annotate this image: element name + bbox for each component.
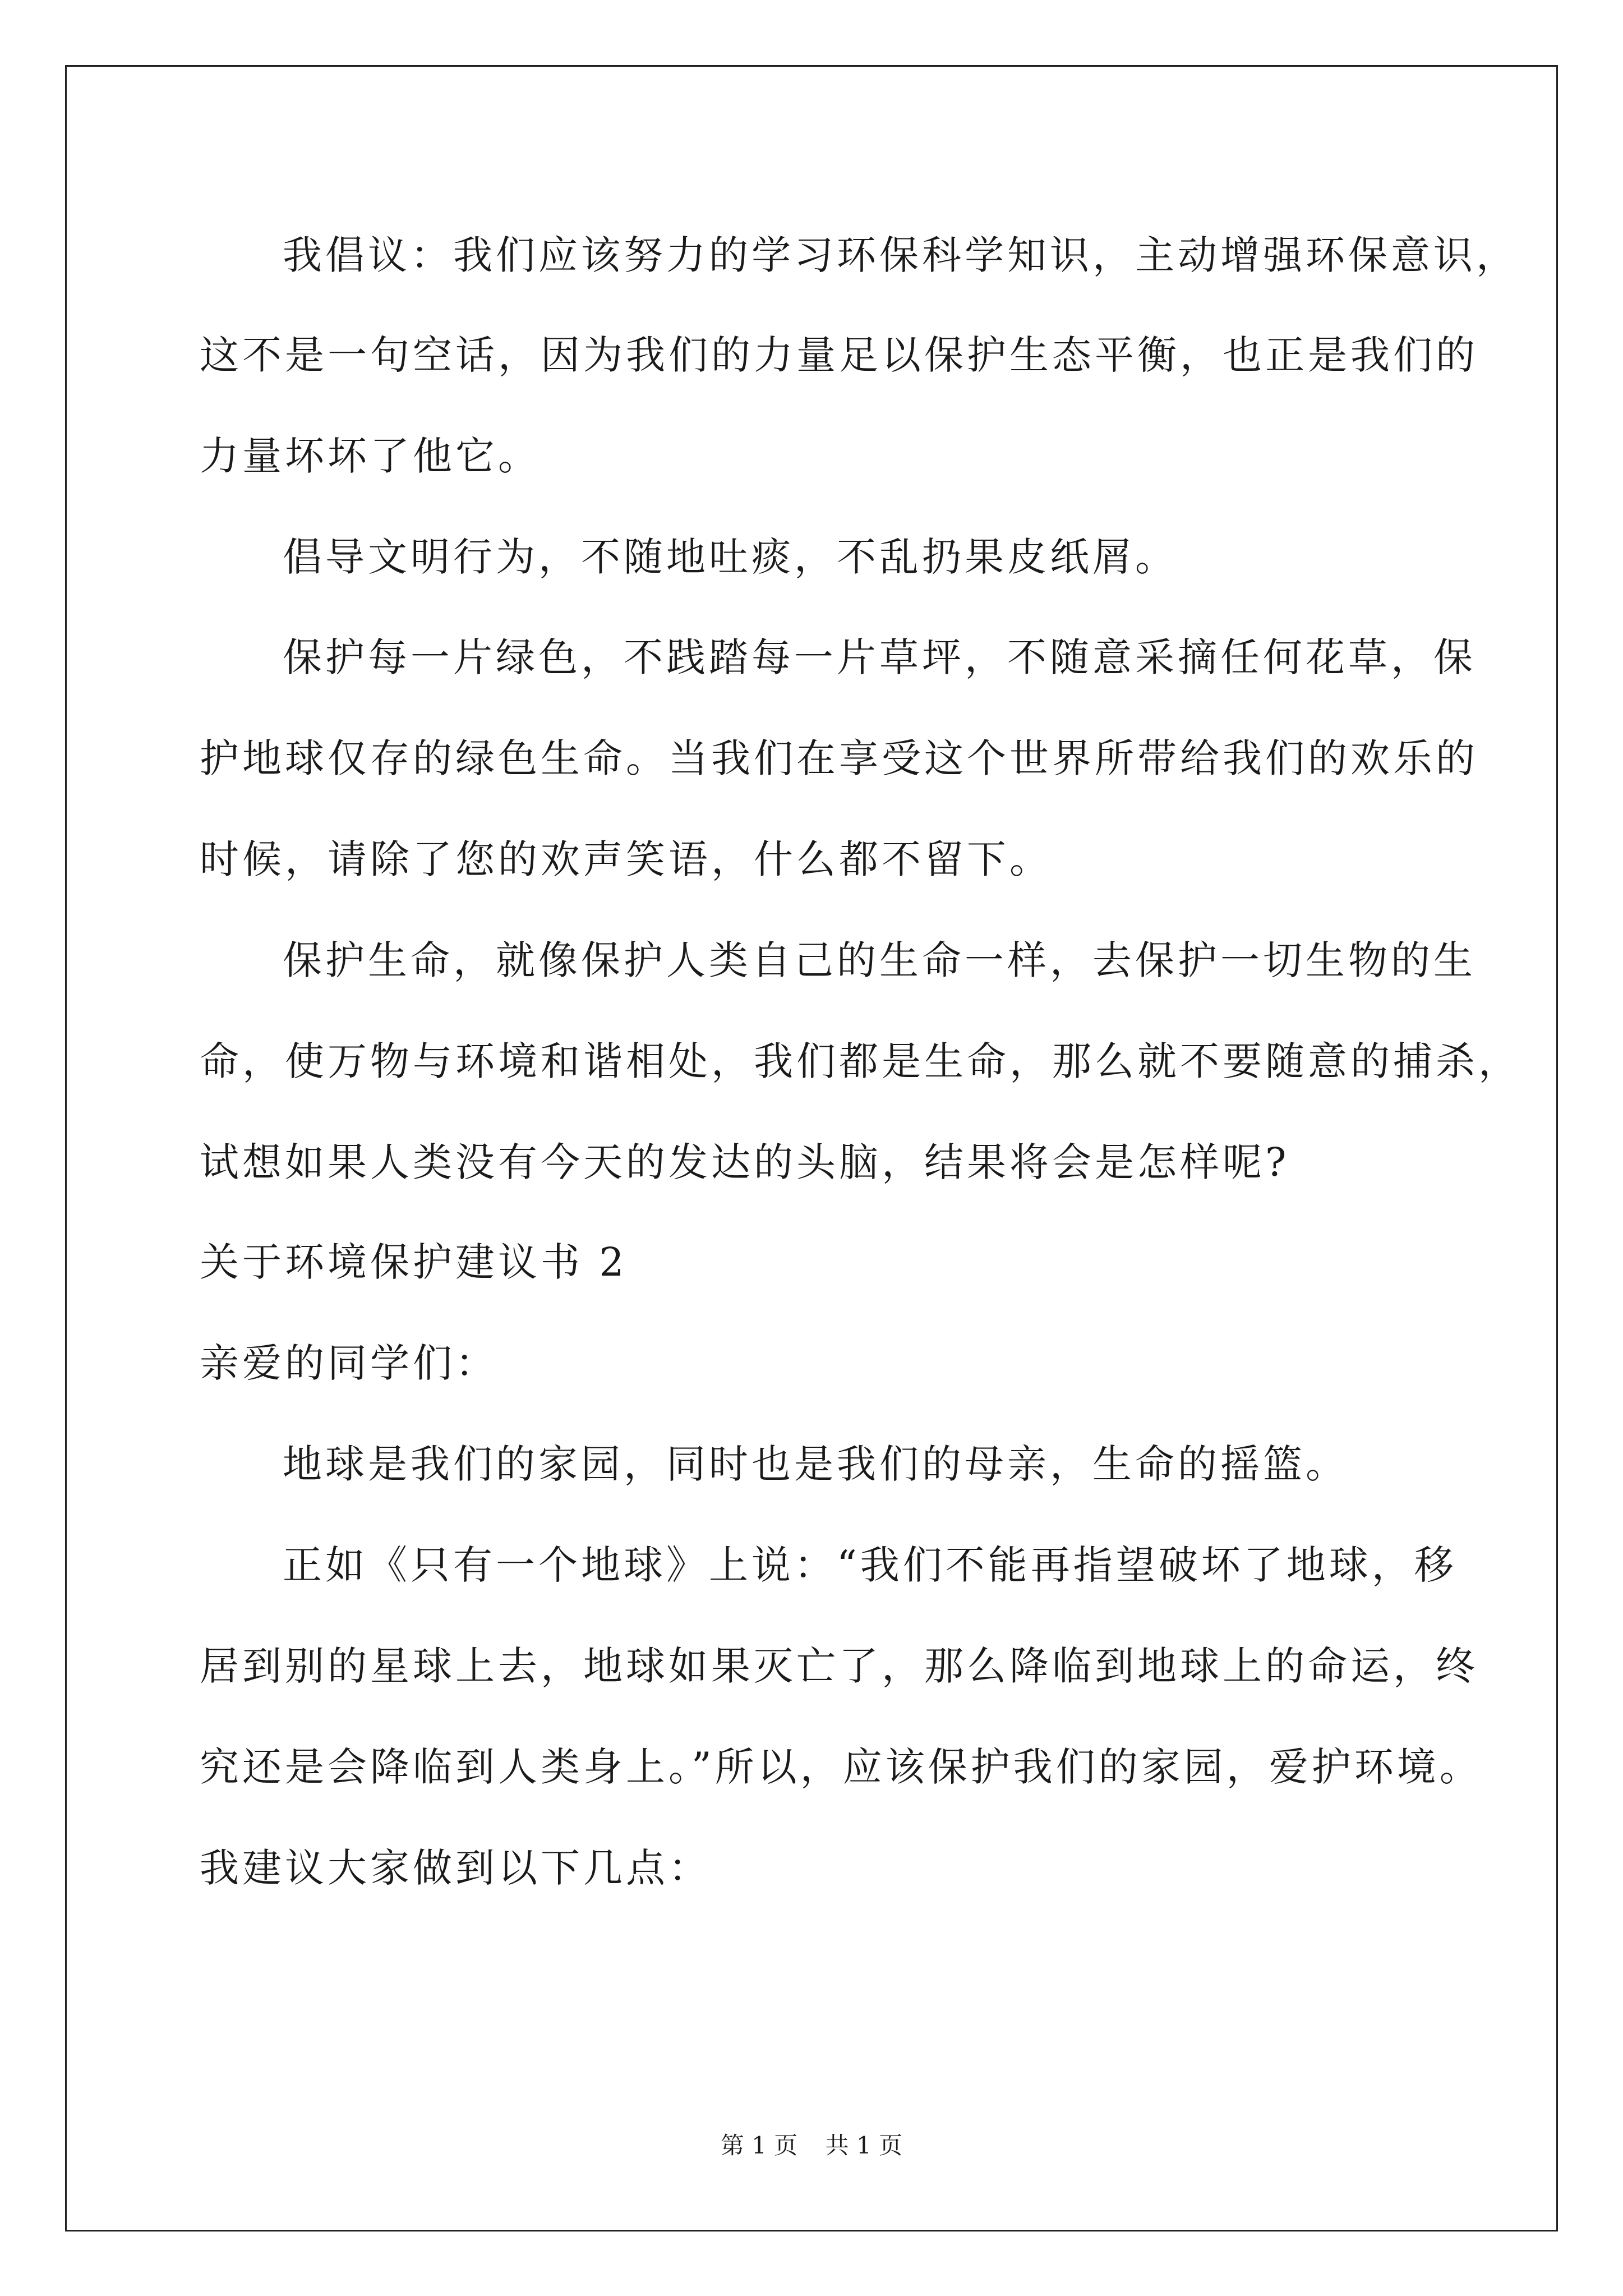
page-number: 第 1 页	[720, 2132, 798, 2159]
paragraph-line: 时候，请除了您的欢声笑语，什么都不留下。	[200, 836, 1052, 882]
paragraph-line: 究还是会降临到人类身上。”所以，应该保护我们的家园，爱护环境。	[200, 1744, 1482, 1790]
paragraph-line: 保护每一片绿色，不践踏每一片草坪，不随意采摘任何花草，保	[283, 634, 1476, 680]
paragraph-line: 试想如果人类没有今天的发达的头脑，结果将会是怎样呢?	[200, 1139, 1290, 1185]
salutation: 亲爱的同学们：	[200, 1340, 498, 1386]
section-heading: 关于环境保护建议书 2	[200, 1239, 628, 1285]
paragraph-line: 居到别的星球上去，地球如果灭亡了，那么降临到地球上的命运，终	[200, 1643, 1478, 1689]
page-footer	[0, 2129, 1623, 2162]
paragraph-line: 命，使万物与环境和谐相处，我们都是生命，那么就不要随意的捕杀，	[200, 1038, 1521, 1084]
paragraph-line: 我倡议：我们应该努力的学习环保科学知识，主动增强环保意识，	[283, 232, 1519, 278]
paragraph-line: 这不是一句空话，因为我们的力量足以保护生态平衡，也正是我们的	[200, 332, 1478, 378]
paragraph-line: 护地球仅存的绿色生命。当我们在享受这个世界所带给我们的欢乐的	[200, 735, 1478, 781]
paragraph-line: 保护生命，就像保护人类自己的生命一样，去保护一切生物的生	[283, 937, 1476, 983]
document-body	[200, 174, 1521, 2081]
paragraph-line: 力量坏坏了他它。	[200, 433, 541, 479]
page-total: 共 1 页	[825, 2132, 903, 2159]
paragraph-line: 我建议大家做到以下几点：	[200, 1845, 711, 1891]
paragraph-line: 地球是我们的家园，同时也是我们的母亲，生命的摇篮。	[283, 1441, 1348, 1487]
paragraph-line: 倡导文明行为，不随地吐痰，不乱扔果皮纸屑。	[283, 534, 1178, 580]
paragraph-line: 正如《只有一个地球》上说：“我们不能再指望破坏了地球，移	[283, 1542, 1457, 1588]
